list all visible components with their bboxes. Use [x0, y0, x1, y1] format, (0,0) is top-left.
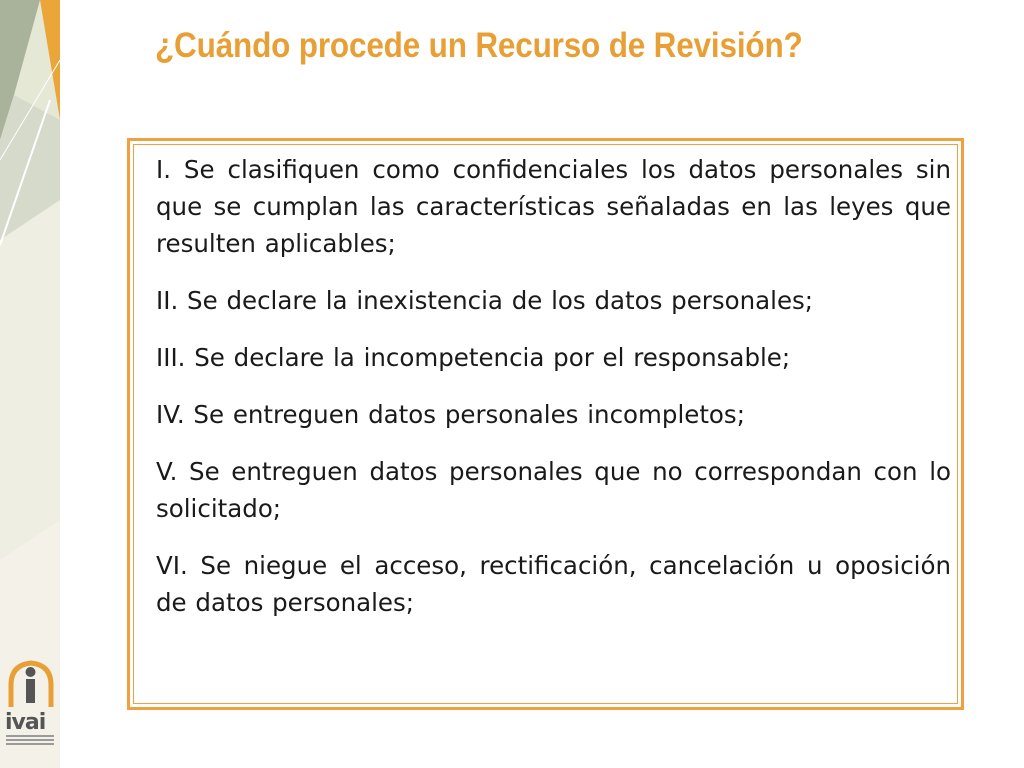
- criteria-list: [156, 151, 951, 641]
- list-item: V. Se entreguen datos personales que no correspondan con lo solicitado;: [156, 457, 951, 523]
- list-item: I. Se clasifiquen como confidenciales los datos personales sin que se cumplan las características señaladas en las leyes que resulten aplicables;: [156, 155, 951, 258]
- list-item: III. Se declare la incompetencia por el responsable;: [156, 343, 791, 372]
- list-item: IV. Se entreguen datos personales incompletos;: [156, 400, 745, 429]
- content-box: [127, 138, 964, 710]
- decorative-side-panel: [0, 0, 60, 768]
- logo-wordmark: ivai: [5, 710, 46, 735]
- list-item: VI. Se niegue el acceso, rectificación, cancelación u oposición de datos personales;: [156, 551, 951, 617]
- list-item: II. Se declare la inexistencia de los datos personales;: [156, 286, 814, 315]
- slide-title: ¿Cuándo procede un Recurso de Revisión?: [155, 26, 803, 65]
- geometric-decoration: [0, 0, 60, 768]
- logo-subtitle-lines: [6, 735, 54, 747]
